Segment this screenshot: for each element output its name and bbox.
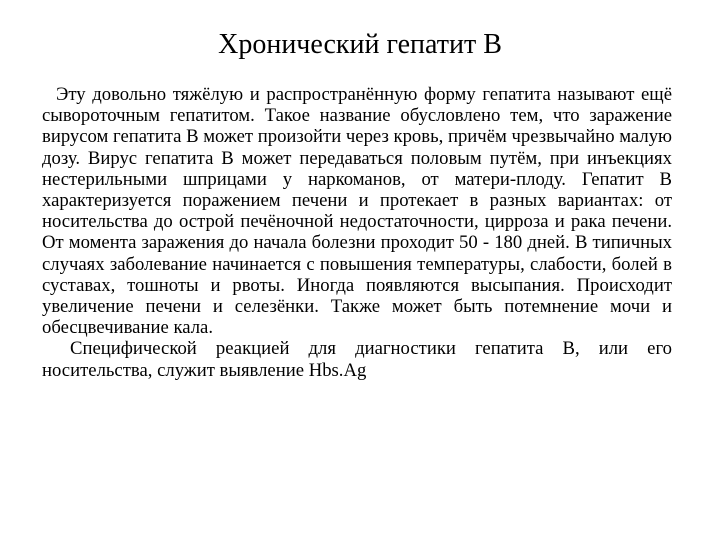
body-paragraph-1: Эту довольно тяжёлую и распространённую форму гепатита называют ещё сывороточным гепатитом. Такое название обусловлено тем, что заражение вирусом гепатита В может произойти через кровь, причём чрезвычайно малую дозу. Вирус гепатита В может передаваться половым путём, при инъекциях нестерильными шприцами у наркоманов, от матери-плоду. Гепатит В характеризуется поражением печени и протекает в разных вариантах: от носительства до острой печёночной недостаточности, цирроза и рака печени. От момента заражения до начала болезни проходит 50 - 180 дней. В типичных случаях заболевание начинается с повышения температуры, слабости, болей в суставах, тошноты и рвоты. Иногда появляются высыпания. Происходит увеличение печени и селезёнки. Также может быть потемнение мочи и обесцвечивание кала. xyxy=(42,84,673,339)
body-paragraph-2: Специфической реакцией для диагностики гепатита В, или его носительства, служит выявление Hbs.Ag xyxy=(42,338,672,381)
slide-body xyxy=(42,84,672,381)
slide-title: Хронический гепатит B xyxy=(218,29,502,60)
